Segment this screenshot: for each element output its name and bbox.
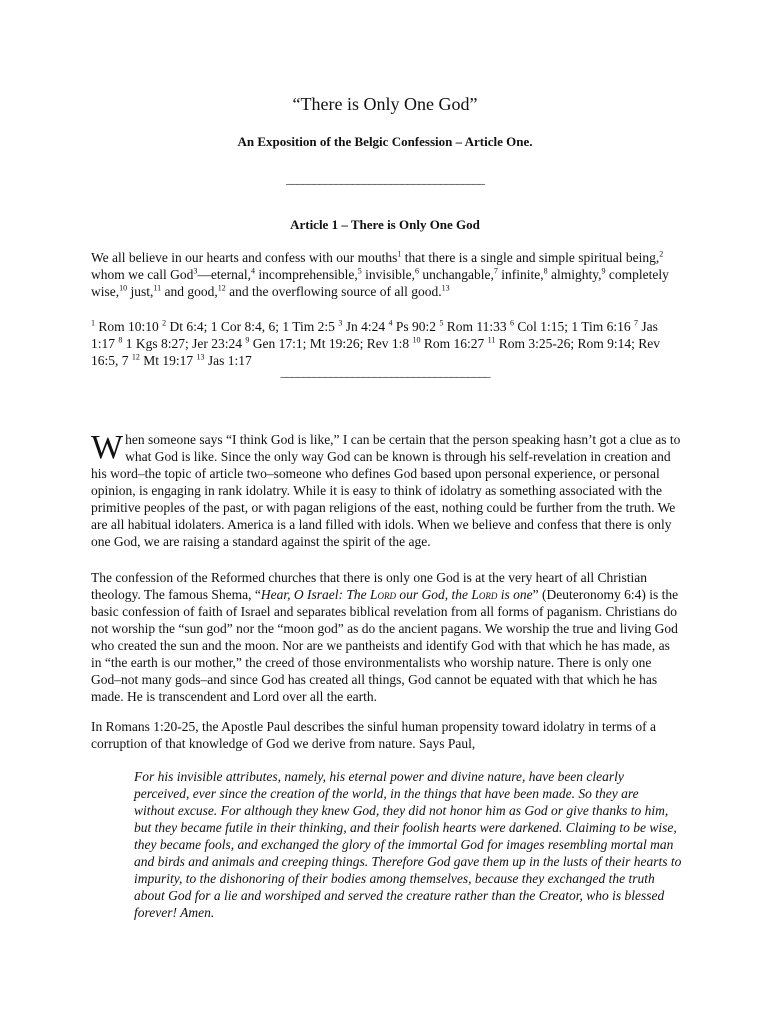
document-title: “There is Only One God”: [292, 94, 478, 114]
body-paragraph-1: When someone says “I think God is like,” I can be certain that the person speaking hasn’t got a clue as to what God is like. Since the only way God can be known is through his self-revelation in creation and his word–the topic of article two–someone who defines God based upon personal experience, or personal opinion, is engaging in rank idolatry. While it is easy to think of idolatry as something associated with the primitive peoples of the past, or with pagan religions of the east, nothing could be further from the truth. We are all habitual idolaters. America is a land filled with idols. When we believe and confess that there is only one God, we are raising a standard against the spirit of the age.: [91, 429, 681, 549]
block-quote: For his invisible attributes, namely, his eternal power and divine nature, have been clearly perceived, ever since the creation of the world, in the things that have been made. So they are without excuse. For although they knew God, they did not honor him as God or give thanks to him, but they became futile in their thinking, and their foolish hearts were darkened. Claiming to be wise, they became fools, and exchanged the glory of the immortal God for images resembling mortal man and birds and animals and creeping things. Therefore God gave them up in the lusts of their hearts to impurity, to the dishonoring of their bodies among themselves, because they exchanged the truth about God for a lie and worshiped and served the creature rather than the Creator, who is blessed forever! Amen.: [134, 769, 682, 920]
drop-cap: W: [91, 429, 124, 466]
body-paragraph-3: In Romans 1:20-25, the Apostle Paul describes the sinful human propensity toward idolatry in terms of a corruption of that knowledge of God we derive from nature. Says Paul,: [91, 719, 657, 751]
document-subtitle: An Exposition of the Belgic Confession – Article One.: [237, 134, 533, 149]
article-text: We all believe in our hearts and confess with our mouths$^1$ that there is a single and simple spiritual being,$^2$ whom we call God$^3$—eternal,$^4$ incomprehensible,$^5$ invisible,$^6$ unchangable,$^7$ infinite,$^8$ almighty,$^9$ completely wise,$^{10}$ just,$^{11}$ and good,$^{12}$ and the overflowing source of all good.$^{13}$: [91, 249, 669, 299]
body-paragraph-2: The confession of the Reformed churches that there is only one God is at the very heart of all Christian theology. The famous Shema, “Hear, O Israel: The Lord our God, the Lord is one” (Deuteronomy 6:4) is the basic confession of faith of Israel and separates biblical revelation from all forms of paganism. Christians do not worship the “sun god” nor the “moon god” as do the ancient pagans. We worship the true and living God who created the sun and the moon. Nor are we pantheists and identify God with that which he has made, as in “the earth is our mother,” the creed of those environmentalists who worship nature. There is only one God–not many gods–and since God has created all things, God cannot be equated with that which he has made. He is transcendent and Lord over all the earth.: [91, 570, 679, 704]
footnotes: $^1$ Rom 10:10 $^2$ Dt 6:4; 1 Cor 8:4, 6; 1 Tim 2:5 $^3$ Jn 4:24 $^4$ Ps 90:2 $^5$ Rom 11:33 $^6$ Col 1:15; 1 Tim 6:16 $^7$ Jas 1:17 $^8$ 1 Kgs 8:27; Jer 23:24 $^9$ Gen 17:1; Mt 19:26; Rev 1:8 $^{10}$ Rom 16:27 $^{11}$ Rom 3:25-26; Rom 9:14; Rev 16:5, 7 $^{12}$ Mt 19:17 $^{13}$ Jas 1:17: [91, 318, 660, 368]
article-heading: Article 1 – There is Only One God: [290, 217, 480, 232]
divider-rule: ____________________________________: [286, 171, 484, 186]
divider-rule-2: ______________________________________: [280, 364, 490, 379]
